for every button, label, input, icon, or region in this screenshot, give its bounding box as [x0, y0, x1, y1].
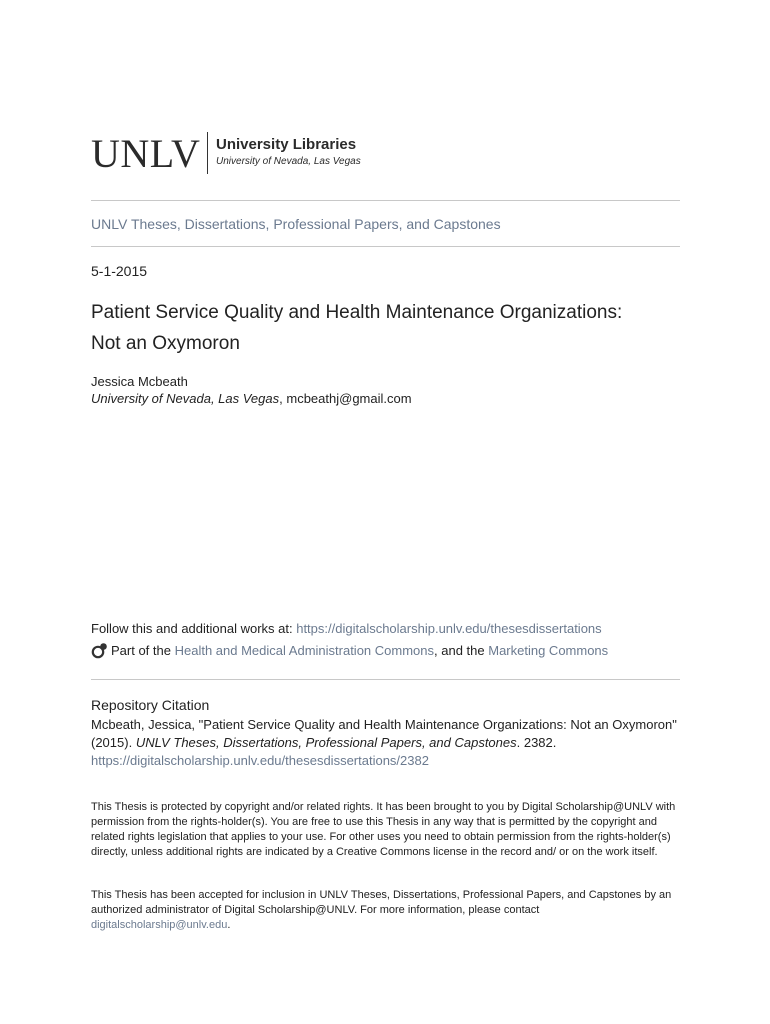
author-name: Jessica Mcbeath: [91, 374, 188, 389]
divider-series: [91, 246, 680, 247]
logo-divider: [207, 132, 208, 174]
title-line-1: Patient Service Quality and Health Maintenance Organizations:: [91, 302, 623, 323]
part-of-line: [91, 642, 608, 659]
acceptance-end: .: [227, 919, 231, 931]
logo-title: University Libraries: [216, 136, 357, 153]
citation-line-2: [91, 734, 691, 752]
follow-text: Follow this and additional works at:: [91, 621, 297, 636]
author-affiliation: [91, 391, 412, 406]
affiliation-separator: ,: [279, 391, 283, 406]
repository-citation-heading: Repository Citation: [91, 697, 210, 713]
page-title: [91, 297, 691, 359]
unlv-wordmark-logo: UNLV: [91, 131, 201, 176]
citation-series: UNLV Theses, Dissertations, Professional Papers, and Capstones: [135, 735, 517, 750]
contact-email-link[interactable]: digitalscholarship@unlv.edu: [91, 919, 228, 931]
acceptance-paragraph: [91, 888, 681, 933]
series-link[interactable]: UNLV Theses, Dissertations, Professional Papers, and Capstones: [91, 216, 501, 232]
affiliation-name: University of Nevada, Las Vegas: [91, 391, 280, 406]
title-line-2: Not an Oxymoron: [91, 333, 240, 354]
part-of-middle: , and the: [434, 643, 489, 658]
health-admin-commons-link[interactable]: Health and Medical Administration Commons: [174, 643, 435, 658]
divider-top: [91, 200, 680, 201]
follow-link[interactable]: https://digitalscholarship.unlv.edu/thesesdissertations: [296, 621, 602, 636]
citation-year: (2015).: [91, 735, 136, 750]
author-email: mcbeathj@gmail.com: [286, 391, 412, 406]
divider-citation: [91, 679, 680, 680]
repository-citation: [91, 716, 691, 770]
follow-line: [91, 621, 602, 636]
publication-date: 5-1-2015: [91, 263, 148, 279]
part-of-prefix: Part of the: [111, 643, 171, 658]
copyright-paragraph: This Thesis is protected by copyright and/or related rights. It has been brought to you by Digital Scholarship@UNLV with permission from the rights-holder(s). You are free to use this Thesis in any way that is permitted by the copyright and related rights legislation that applies to your use. For other uses you need to obtain permission from the rights-holder(s) directly, unless additional rights are indicated by a Creative Commons license in the record and/ or on the work itself.: [91, 801, 676, 858]
citation-link[interactable]: https://digitalscholarship.unlv.edu/thesesdissertations/2382: [91, 753, 429, 768]
logo-subtitle: University of Nevada, Las Vegas: [216, 156, 361, 167]
marketing-commons-link[interactable]: Marketing Commons: [488, 643, 609, 658]
citation-line-1: Mcbeath, Jessica, "Patient Service Quality and Health Maintenance Organizations: Not an Oxymoron": [91, 717, 677, 732]
acceptance-text: This Thesis has been accepted for inclusion in UNLV Theses, Dissertations, Professional Papers, and Capstones by an authorized administrator of Digital Scholarship@UNLV. For more information, please contact: [91, 889, 672, 916]
citation-number: . 2382.: [516, 735, 557, 750]
network-commons-icon: [91, 642, 108, 659]
